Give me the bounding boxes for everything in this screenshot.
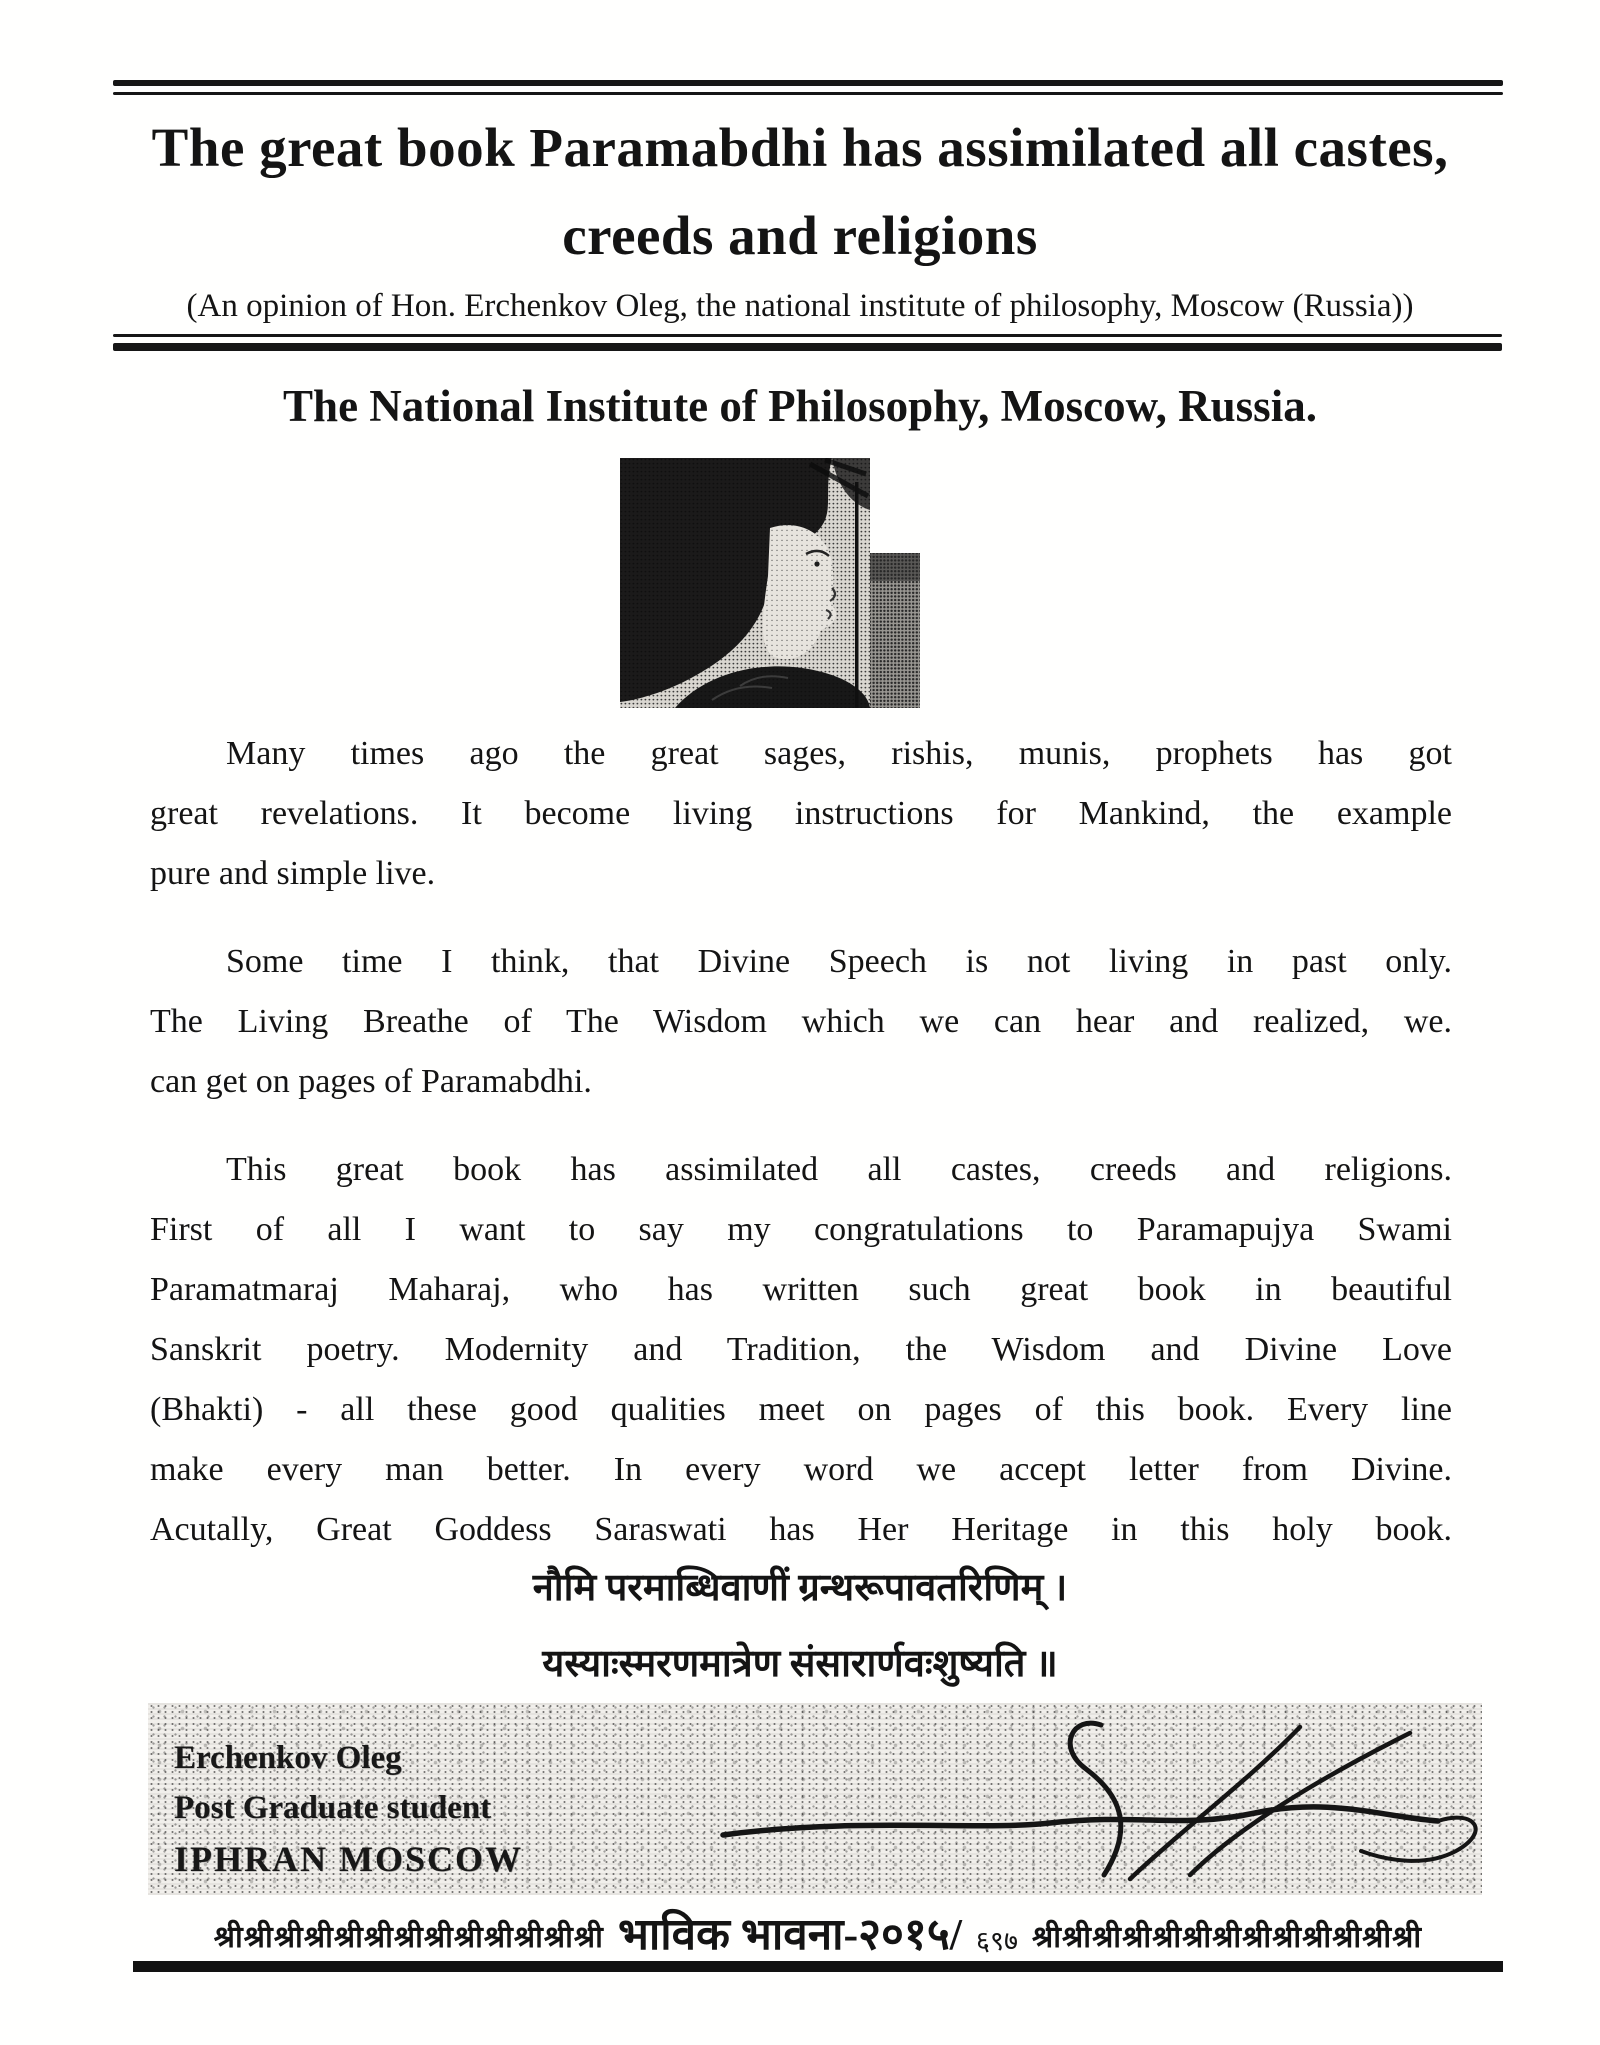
paragraph-3-line: make every man better. In every word we accept letter from Divine. — [150, 1451, 1452, 1488]
sanskrit-shloka-line-1: नौमि परमाब्धिवाणीं ग्रन्थरूपावतरिणिम् । — [532, 1567, 1068, 1609]
paragraph-3-line: First of all I want to say my congratulations to Paramapujya Swami — [150, 1211, 1452, 1248]
paragraph-1-line: great revelations. It become living instructions for Mankind, the example — [150, 795, 1452, 832]
stamp-organization: IPHRAN MOSCOW — [174, 1839, 523, 1879]
top-rule-thick — [113, 80, 1503, 86]
paragraph-3-line: Acutally, Great Goddess Saraswati has Her Heritage in this holy book. — [150, 1511, 1452, 1548]
paragraph-2-line: can get on pages of Paramabdhi. — [150, 1063, 592, 1100]
stamp-title: Post Graduate student — [174, 1790, 492, 1826]
footer-page-number: ६९७ — [975, 1926, 1019, 1956]
sanskrit-shloka-line-2: यस्याःस्मरणमात्रेण संसारार्णवःशुष्यति ॥ — [542, 1643, 1058, 1685]
body-text — [150, 724, 1452, 1588]
paragraph-3 — [150, 1140, 1452, 1560]
mid-rule-thick — [113, 343, 1502, 351]
footer-band — [133, 1910, 1503, 1962]
portrait-photo — [620, 458, 920, 708]
footer-publication-label: भाविक भावना-२०१५/ — [617, 1910, 962, 1959]
page-title-line-2: creeds and religions — [562, 205, 1038, 266]
byline: (An opinion of Hon. Erchenkov Oleg, the national institute of philosophy, Moscow (Russia)) — [186, 288, 1414, 324]
paragraph-1-line: Many times ago the great sages, rishis, munis, prophets has got — [226, 735, 1452, 772]
portrait-photo-art — [620, 458, 920, 708]
section-heading: The National Institute of Philosophy, Moscow, Russia. — [283, 381, 1317, 431]
paragraph-2-line: Some time I think, that Divine Speech is not living in past only. — [226, 943, 1452, 980]
stamp-name: Erchenkov Oleg — [174, 1740, 402, 1776]
handwritten-signature — [148, 1703, 1482, 1895]
paragraph-3-line: Paramatmaraj Maharaj, who has written such great book in beautiful — [150, 1271, 1452, 1308]
page-title-line-1: The great book Paramabdhi has assimilated all castes, — [151, 117, 1449, 178]
footer-rule — [133, 1961, 1503, 1972]
stamp-signature-block — [148, 1703, 1482, 1895]
paragraph-1-line: pure and simple live. — [150, 855, 436, 892]
mid-rule-thin — [113, 334, 1502, 337]
paragraph-3-line: Sanskrit poetry. Modernity and Tradition, the Wisdom and Divine Love — [150, 1331, 1452, 1368]
paragraph-3-line: This great book has assimilated all castes, creeds and religions. — [226, 1151, 1452, 1188]
paragraph-1 — [150, 724, 1452, 904]
top-rule-thin — [113, 92, 1503, 95]
footer-ornament-left: श्रीश्रीश्रीश्रीश्रीश्रीश्रीश्रीश्रीश्रीश्रीश्रीश्री — [213, 1921, 604, 1954]
paragraph-2 — [150, 932, 1452, 1112]
footer-ornament-right: श्रीश्रीश्रीश्रीश्रीश्रीश्रीश्रीश्रीश्रीश्रीश्रीश्री — [1032, 1921, 1423, 1954]
paragraph-2-line: The Living Breathe of The Wisdom which we can hear and realized, we. — [150, 1003, 1452, 1040]
paragraph-3-line: (Bhakti) - all these good qualities meet on pages of this book. Every line — [150, 1391, 1452, 1428]
